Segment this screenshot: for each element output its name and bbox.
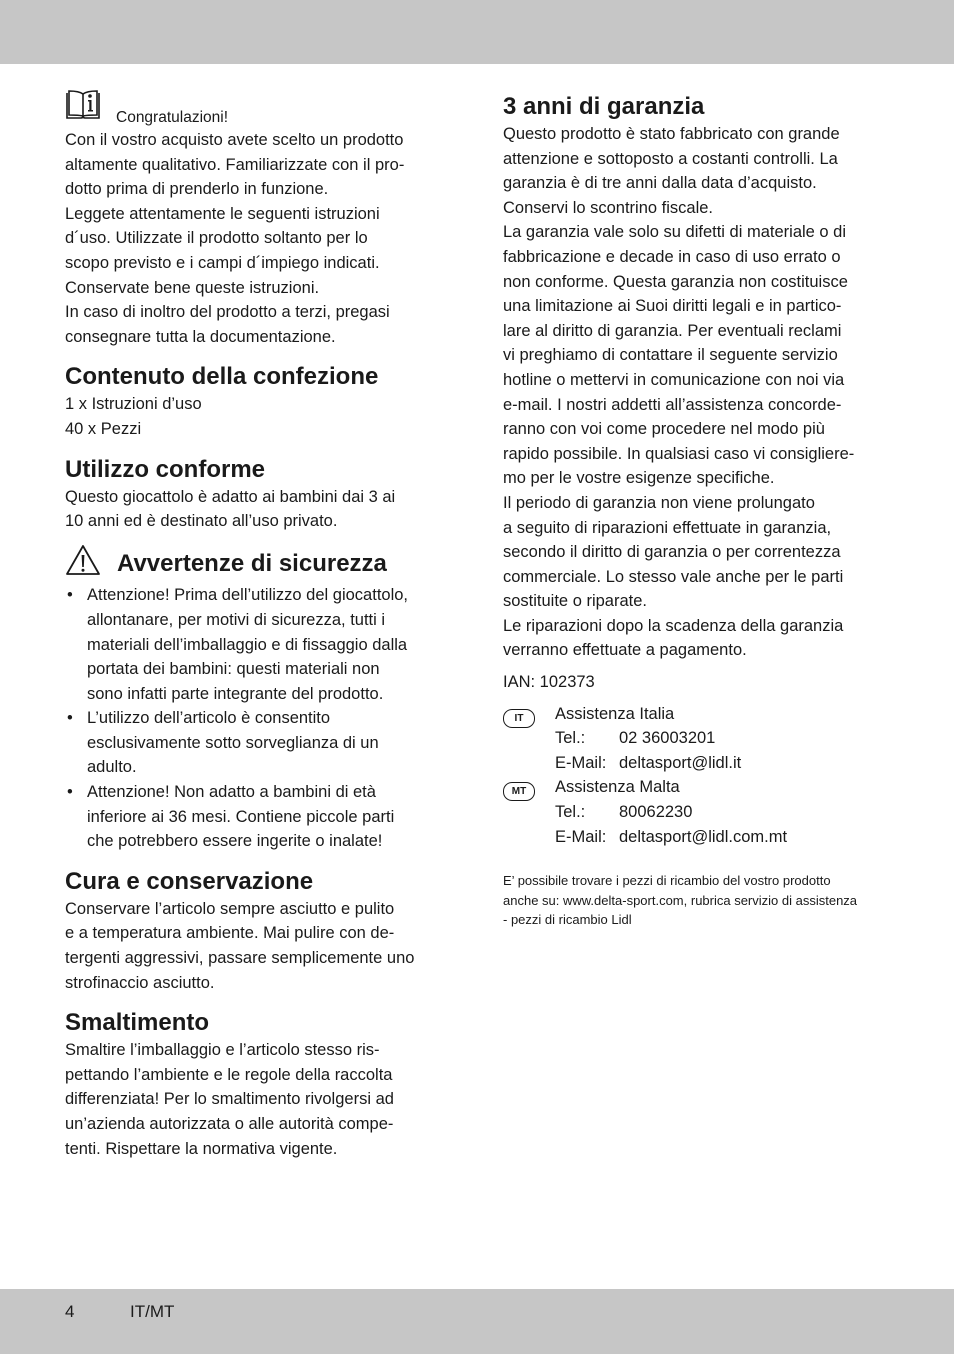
text-line: E’ possibile trovare i pezzi di ricambio del vostro prodotto [503, 873, 831, 889]
warranty-paragraph [503, 122, 893, 663]
intro-header [65, 92, 450, 128]
text-line: altamente qualitativo. Familiarizzate con il pro- [65, 155, 405, 174]
email-label: E-Mail: [555, 827, 607, 846]
text-line: Conservate bene queste istruzioni. [65, 278, 320, 297]
text-line: attenzione e sottoposto a costanti controlli. La [503, 149, 838, 168]
text-line: a seguito di riparazioni effettuate in garanzia, [503, 518, 832, 537]
care-heading: Cura e conservazione [65, 867, 314, 895]
contents-heading: Contenuto della confezione [65, 363, 379, 391]
email-address: deltasport@lidl.it [619, 753, 742, 772]
text-line: 10 anni ed è destinato all’uso privato. [65, 512, 338, 531]
text-line: Il periodo di garanzia non viene prolungato [503, 493, 815, 512]
text-line: e-mail. I nostri addetti all’assistenza concorde- [503, 395, 842, 414]
safety-list [65, 583, 450, 854]
contact-details [555, 702, 741, 776]
text-line: secondo il diritto di garanzia o per correntezza [503, 543, 841, 562]
tel-label: Tel.: [555, 729, 586, 748]
contact-malta [503, 775, 893, 849]
text-line: allontanare, per motivi di sicurezza, tutti i [87, 610, 386, 629]
ian-number: IAN: 102373 [503, 673, 595, 692]
warranty-heading: 3 anni di garanzia [503, 93, 705, 120]
text-line: • Attenzione! Non adatto a bambini di età [87, 783, 376, 802]
text-line: scopo previsto e i campi d´impiego indicati. [65, 253, 380, 272]
text-line: Smaltire l’imballaggio e l’articolo stesso ris- [65, 1041, 380, 1060]
congrats-text: Congratulazioni! [116, 109, 229, 126]
tel-row [555, 800, 787, 825]
info-book-icon [65, 88, 101, 128]
page-number: 4 [65, 1302, 75, 1321]
text-line: lare al diritto di garanzia. Per eventuali reclami [503, 321, 842, 340]
text-line: 40 x Pezzi [65, 419, 142, 438]
text-line: hotline o mettervi in comunicazione con noi via [503, 370, 845, 389]
flag-cell [503, 702, 555, 776]
text-line: una limitazione ai Suoi diritti legali e in partico- [503, 297, 842, 316]
text-line: pettando l’ambiente e le regole della raccolta [65, 1065, 393, 1084]
text-line: Con il vostro acquisto avete scelto un prodotto [65, 131, 404, 149]
text-line: strofinaccio asciutto. [65, 973, 215, 992]
text-line: Leggete attentamente le seguenti istruzioni [65, 204, 380, 223]
text-line: garanzia è di tre anni dalla data d’acquisto. [503, 174, 817, 193]
text-line: d´uso. Utilizzate il prodotto soltanto per lo [65, 229, 368, 248]
text-line: portata dei bambini: questi materiali non [87, 660, 380, 679]
intro-paragraph [65, 128, 450, 349]
text-line: e a temperatura ambiente. Mai pulire con de- [65, 924, 395, 943]
header-band [0, 0, 954, 64]
text-line: anche su: www.delta-sport.com, rubrica servizio di assistenza [503, 892, 858, 908]
contact-italy [503, 702, 893, 776]
text-line: mo per le vostre esigenze specifiche. [503, 469, 775, 488]
contact-name: Assistenza Italia [555, 704, 675, 723]
contact-name: Assistenza Malta [555, 778, 680, 797]
text-line: tenti. Rispettare la normativa vigente. [65, 1139, 338, 1158]
text-line: 1 x Istruzioni d’uso [65, 395, 202, 414]
left-column [65, 92, 450, 1161]
spare-parts-note [503, 871, 893, 930]
tel-label: Tel.: [555, 803, 586, 822]
tel-number: 02 36003201 [619, 729, 716, 748]
text-line: non conforme. Questa garanzia non costituisce [503, 272, 848, 291]
right-column [503, 92, 893, 930]
contact-details [555, 775, 787, 849]
text-line: Conservi lo scontrino fiscale. [503, 198, 714, 217]
text-line: ranno con voi come procedere nel modo più [503, 420, 825, 439]
text-line: verranno effettuate a pagamento. [503, 641, 747, 660]
email-label: E-Mail: [555, 753, 607, 772]
tel-number: 80062230 [619, 803, 693, 822]
text-line: Questo prodotto è stato fabbricato con grande [503, 125, 840, 143]
text-line: commerciale. Lo stesso vale anche per le parti [503, 567, 844, 586]
text-line: differenziata! Per lo smaltimento rivolgersi ad [65, 1090, 394, 1109]
text-line: consegnare tutta la documentazione. [65, 327, 336, 346]
text-line: un’azienda autorizzata o alle autorità compe- [65, 1115, 394, 1133]
safety-heading: Avvertenze di sicurezza [117, 549, 387, 577]
country-code-badge: MT [503, 782, 535, 801]
tel-row [555, 726, 741, 751]
list-item [65, 583, 450, 706]
safety-header [65, 544, 450, 584]
country-code-badge: IT [503, 709, 535, 728]
text-line: materiali dell’imballaggio e di fissaggio dalla [87, 635, 408, 654]
text-line: fabbricazione e decade in caso di uso errato o [503, 247, 841, 266]
text-line: sostituite o riparate. [503, 592, 647, 611]
list-item [65, 780, 450, 854]
text-line: • Attenzione! Prima dell’utilizzo del giocattolo, [87, 586, 409, 605]
text-line: • L’utilizzo dell’articolo è consentito [87, 709, 331, 728]
use-heading: Utilizzo conforme [65, 455, 266, 483]
email-address: deltasport@lidl.com.mt [619, 827, 788, 846]
disposal-heading: Smaltimento [65, 1009, 210, 1037]
text-line: dotto prima di prenderlo in funzione. [65, 180, 329, 199]
text-line: rapido possibile. In qualsiasi caso vi consigliere- [503, 444, 855, 463]
text-line: In caso di inoltro del prodotto a terzi, pregasi [65, 303, 390, 322]
text-line: Le riparazioni dopo la scadenza della garanzia [503, 616, 844, 635]
email-row [555, 751, 741, 776]
flag-cell [503, 775, 555, 849]
text-line: - pezzi di ricambio Lidl [503, 912, 632, 928]
text-line: Conservare l’articolo sempre asciutto e pulito [65, 899, 395, 918]
text-line: tergenti aggressivi, passare semplicemente uno [65, 949, 415, 968]
text-line: vi preghiamo di contattare il seguente servizio [503, 346, 838, 365]
text-line: esclusivamente sotto sorveglianza di un [87, 733, 379, 752]
email-row [555, 825, 787, 850]
language-code: IT/MT [130, 1302, 175, 1321]
warning-triangle-icon [65, 544, 101, 584]
text-line: che potrebbero essere ingerite o inalate! [87, 832, 383, 851]
text-line: adulto. [87, 758, 137, 777]
text-line: sono infatti parte integrante del prodotto. [87, 684, 384, 703]
text-line: Questo giocattolo è adatto ai bambini dai 3 ai [65, 487, 396, 506]
text-line: inferiore ai 36 mesi. Contiene piccole parti [87, 807, 395, 826]
list-item [65, 706, 450, 780]
text-line: La garanzia vale solo su difetti di materiale o di [503, 223, 847, 242]
